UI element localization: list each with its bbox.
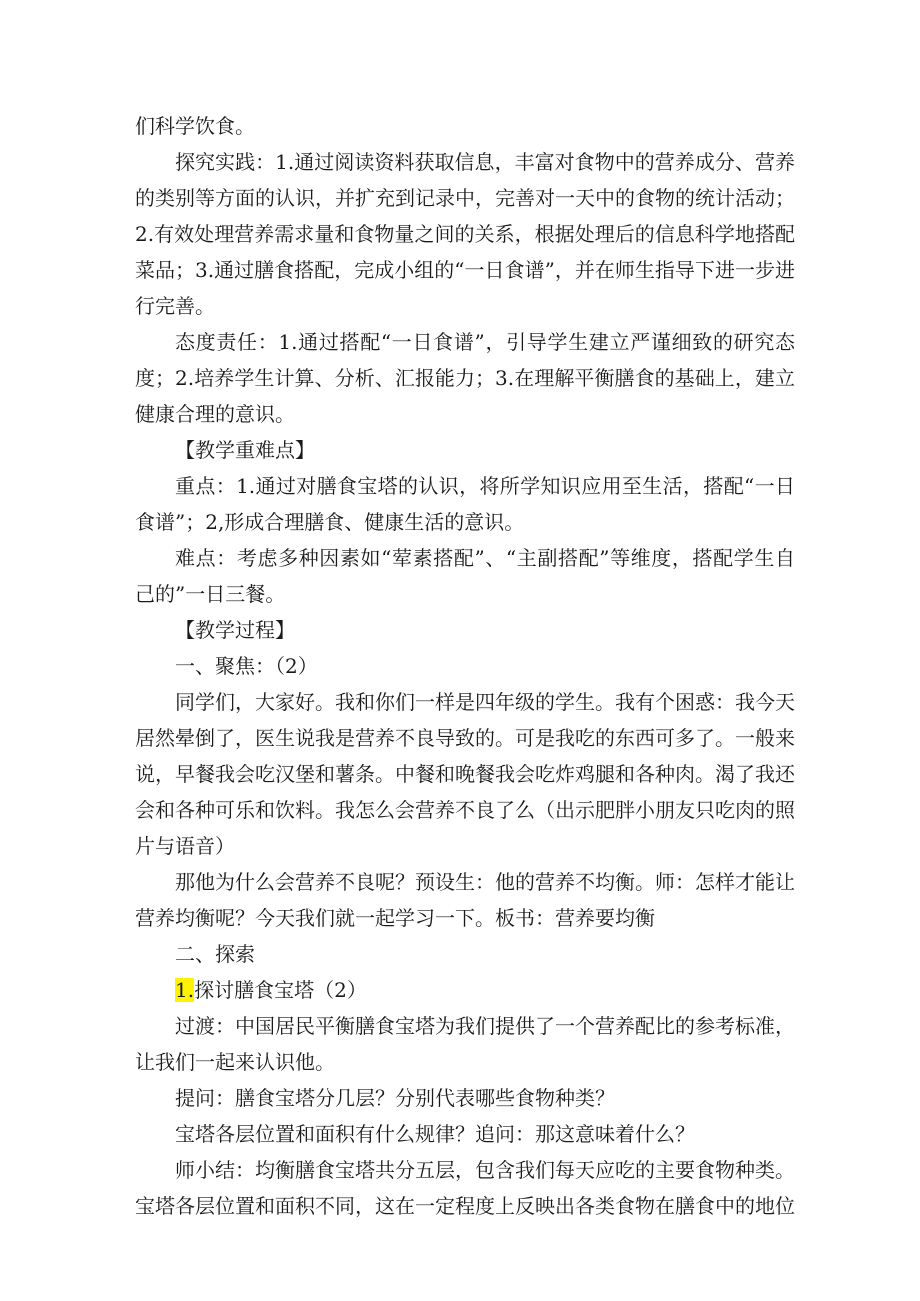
heading-key-difficult-points: 【教学重难点】 [175,438,315,462]
heading-teaching-process: 【教学过程】 [175,618,295,642]
paragraph-transition: 过渡：中国居民平衡膳食宝塔为我们提供了一个营养配比的参考标准，让我们一起来认识他。 [135,1014,795,1074]
paragraph-inquiry-practice: 探究实践：1.通过阅读资料获取信息，丰富对食物中的营养成分、营养的类别等方面的认识，并扩充到记录中，完善对一天中的食物的统计活动；2.有效处理营养需求量和食物量之间的关系，根据处理后的信息科学地搭配菜品；3.通过膳食搭配，完成小组的“一日食谱”，并在师生指导下进一步进行完善。 [135,150,795,318]
paragraph-question-pattern: 宝塔各层位置和面积有什么规律？追问：那这意味着什么？ [175,1122,695,1146]
paragraph-why-malnutrition: 那他为什么会营养不良呢？预设生：他的营养不均衡。师：怎样才能让营养均衡呢？今天我们就一起学习一下。板书：营养要均衡 [135,870,795,930]
document-body [135,108,795,1224]
subsection-title: 探讨膳食宝塔（2） [194,978,367,1002]
paragraph-key-points: 重点：1.通过对膳食宝塔的认识，将所学知识应用至生活，搭配“一日食谱”；2,形成合理膳食、健康生活的意识。 [135,474,795,534]
section-focus-heading: 一、聚焦：（2） [175,654,318,678]
paragraph-question-layers: 提问：膳食宝塔分几层？分别代表哪些食物种类？ [175,1086,615,1110]
paragraph-continuation: 们科学饮食。 [135,114,255,138]
subsection-food-pagoda-heading [135,972,795,1008]
section-explore-heading: 二、探索 [175,942,255,966]
paragraph-teacher-summary: 师小结：均衡膳食宝塔共分五层，包含我们每天应吃的主要食物种类。宝塔各层位置和面积不同，这在一定程度上反映出各类食物在膳食中的地位 [135,1158,795,1218]
paragraph-intro-story: 同学们，大家好。我和你们一样是四年级的学生。我有个困惑：我今天居然晕倒了，医生说我是营养不良导致的。可是我吃的东西可多了。一般来说，早餐我会吃汉堡和薯条。中餐和晚餐我会吃炸鸡腿和各种肉。渴了我还会和各种可乐和饮料。我怎么会营养不良了么（出示肥胖小朋友只吃肉的照片与语音） [135,690,795,858]
paragraph-attitude-responsibility: 态度责任：1.通过搭配“一日食谱”，引导学生建立严谨细致的研究态度；2.培养学生计算、分析、汇报能力；3.在理解平衡膳食的基础上，建立健康合理的意识。 [135,330,795,426]
highlighted-number: 1. [175,978,195,1002]
paragraph-difficult-points: 难点：考虑多种因素如“荤素搭配”、“主副搭配”等维度，搭配学生自己的”一日三餐。 [135,546,795,606]
